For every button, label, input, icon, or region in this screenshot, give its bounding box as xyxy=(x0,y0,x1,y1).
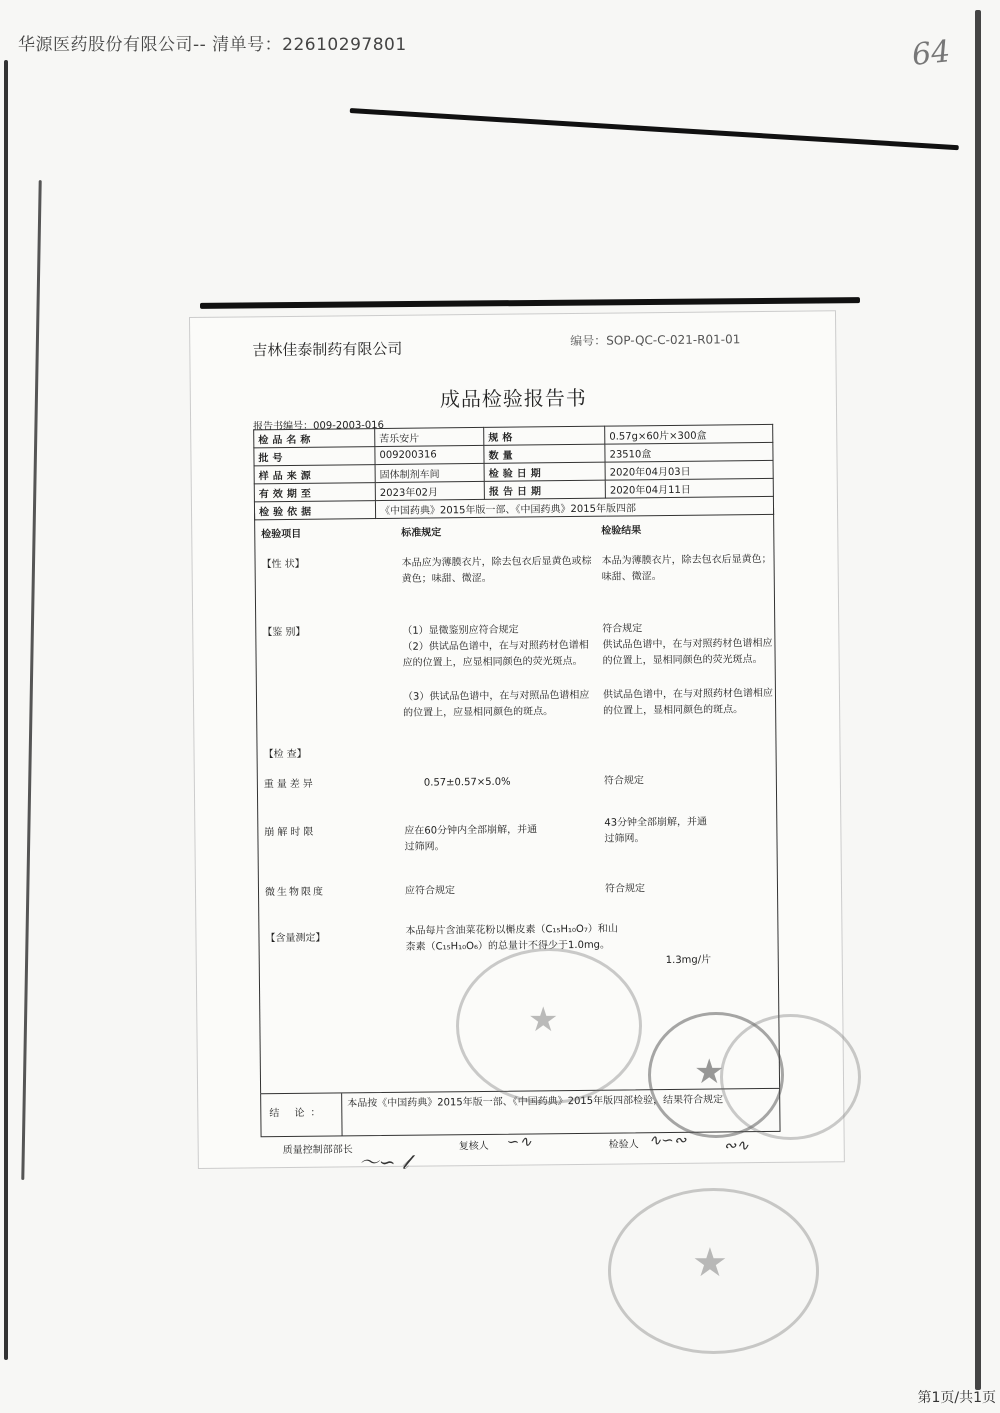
scan-streak xyxy=(4,60,8,1360)
col-header-result: 检验结果 xyxy=(601,525,642,537)
ident-standard-3: （3）供试品色谱中，在与对照品色谱相应的位置上，应显相同颜色的斑点。 xyxy=(402,689,590,719)
ident-result-1: 符合规定 xyxy=(602,623,643,635)
weight-item: 重量差异 xyxy=(263,778,316,791)
product-label: 检品名称 xyxy=(254,429,375,448)
star-icon: ★ xyxy=(692,1240,728,1286)
inspector-label: 检验人 xyxy=(608,1139,639,1151)
report-title: 成品检验报告书 xyxy=(439,385,587,412)
col-header-standard: 标准规定 xyxy=(401,527,442,539)
check-item: 【检 查】 xyxy=(263,748,307,761)
micro-item: 微生物限度 xyxy=(264,886,326,899)
basis-value: 《中国药典》2015年版一部、《中国药典》2015年版四部 xyxy=(375,496,773,518)
disint-result: 43分钟全部崩解，并通过筛网。 xyxy=(604,816,708,845)
scan-streak xyxy=(350,108,959,150)
star-icon: ★ xyxy=(528,1000,559,1040)
scan-streak xyxy=(975,10,981,1390)
ident-result-2: 供试品色谱中，在与对照药材色谱相应的位置上，显相同颜色的荧光斑点。 xyxy=(602,637,773,667)
qty-value: 23510盒 xyxy=(605,442,773,462)
handwritten-mark: 64 xyxy=(910,34,952,73)
micro-result: 符合规定 xyxy=(604,883,646,895)
character-result: 本品为薄膜衣片，除去包衣后显黄色；味甜、微涩。 xyxy=(601,553,772,583)
conclusion-text: 本品按《中国药典》2015年版一部、《中国药典》2015年版四部检验，结果符合规定 xyxy=(347,1094,724,1110)
disint-standard: 应在60分钟内全部崩解，并通过筛网。 xyxy=(404,824,538,853)
company-name: 吉林佳泰制药有限公司 xyxy=(252,339,403,360)
star-icon: ★ xyxy=(694,1052,725,1092)
col-header-item: 检验项目 xyxy=(261,528,302,541)
expiry-value: 2023年02月 xyxy=(375,481,484,500)
spec-label: 规格 xyxy=(484,426,605,445)
report-date-value: 2020年04月11日 xyxy=(605,478,773,498)
expiry-label: 有效期至 xyxy=(254,483,375,502)
weight-result: 符合规定 xyxy=(603,775,644,787)
document-number: 编号：SOP-QC-C-021-R01-01 xyxy=(570,332,741,349)
extra-signature: ∾∿ xyxy=(723,1136,749,1155)
ident-standard-2: （2）供试品色谱中，在与对照药材色谱相应的位置上，应显相同颜色的荧光斑点。 xyxy=(402,639,589,669)
reviewer-signature: ∽∿ xyxy=(506,1132,532,1151)
conclusion-label: 结 论： xyxy=(269,1107,327,1120)
qty-label: 数量 xyxy=(484,444,605,463)
batch-label: 批号 xyxy=(254,447,375,466)
character-item: 【性 状】 xyxy=(261,558,305,571)
source-label: 样品来源 xyxy=(254,465,375,484)
batch-value: 009200316 xyxy=(375,445,484,464)
assay-standard: 本品每片含油菜花粉以槲皮素（C₁₅H₁₀O₇）和山柰素（C₁₅H₁₀O₆）的总量计不得少于1.0mg。 xyxy=(405,923,618,953)
ident-standard-1: （1）显微鉴别应符合规定 xyxy=(402,624,519,637)
basis-label: 检验依据 xyxy=(254,501,375,520)
scan-streak xyxy=(21,180,41,1180)
character-standard: 本品应为薄膜衣片，除去包衣后显黄色或棕黄色；味甜、微涩。 xyxy=(401,555,592,585)
weight-standard: 0.57±0.57×5.0% xyxy=(423,776,511,789)
disint-item: 崩解时限 xyxy=(264,826,317,839)
test-date-value: 2020年04月03日 xyxy=(605,460,773,480)
ident-result-3: 供试品色谱中，在与对照药材色谱相应的位置上，显相同颜色的斑点。 xyxy=(602,687,774,717)
report-number: 报告书编号：009-2003-016 xyxy=(253,419,385,433)
product-value: 苦乐安片 xyxy=(375,427,484,446)
info-table xyxy=(253,424,774,520)
scan-streak xyxy=(200,297,860,309)
ident-item: 【鉴 别】 xyxy=(262,626,306,639)
page-indicator: 第1页/共1页 xyxy=(917,1390,996,1406)
company-seal-3 xyxy=(720,1014,861,1140)
qc-head-label: 质量控制部部长 xyxy=(282,1144,353,1157)
assay-item: 【含量测定】 xyxy=(265,932,326,945)
report-date-label: 报告日期 xyxy=(484,480,605,499)
assay-result: 1.3mg/片 xyxy=(665,954,712,967)
header-line: 华源医药股份有限公司-- 清单号：22610297801 xyxy=(18,35,407,55)
qc-head-signature: 〜∽ 𝓁 xyxy=(358,1149,409,1175)
reviewer-label: 复核人 xyxy=(458,1140,489,1153)
source-value: 固体制剂车间 xyxy=(375,463,484,482)
spec-value: 0.57g×60片×300盒 xyxy=(605,424,773,444)
inspector-signature: ∿∽∾ xyxy=(648,1130,687,1150)
test-date-label: 检验日期 xyxy=(484,462,605,481)
micro-standard: 应符合规定 xyxy=(404,885,456,897)
